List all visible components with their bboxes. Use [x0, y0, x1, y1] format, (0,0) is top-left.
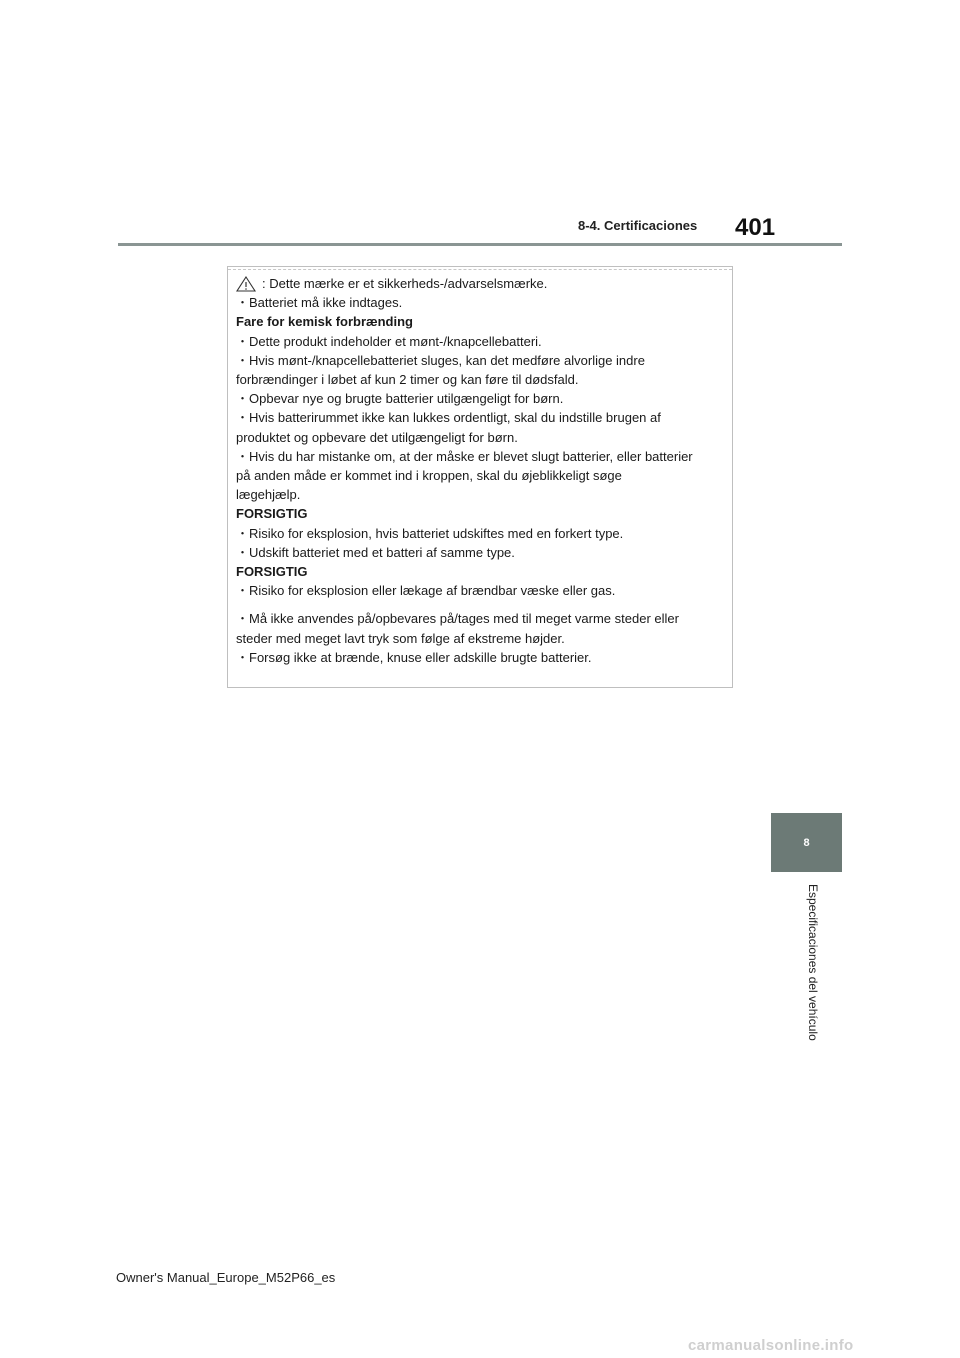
chapter-title: Especificaciones del vehículo [806, 884, 820, 1041]
bullet-line: ・Batteriet må ikke indtages. [236, 295, 403, 311]
caution-heading: FORSIGTIG [236, 564, 308, 580]
bullet-line: ・Dette produkt indeholder et mønt-/knapcellebatteri. [236, 333, 542, 349]
bullet-line: ・Udskift batteriet med et batteri af samme type. [236, 544, 515, 560]
warning-mark-text: : Dette mærke er et sikkerheds-/advarselsmærke. [262, 276, 548, 291]
bullet-line: ・Hvis mønt-/knapcellebatteriet sluges, kan det medføre alvorlige indre [236, 352, 645, 368]
continuation-line: på anden måde er kommet ind i kroppen, skal du øjeblikkeligt søge [236, 468, 622, 484]
bullet-line: ・Må ikke anvendes på/opbevares på/tages med til meget varme steder eller [236, 611, 679, 627]
continuation-line: lægehjælp. [236, 487, 301, 503]
page-number: 401 [735, 214, 776, 241]
bullet-line: ・Risiko for eksplosion eller lækage af brændbar væske eller gas. [236, 583, 616, 599]
bullet-line: ・Hvis du har mistanke om, at der måske er blevet slugt batterier, eller batterier [236, 448, 693, 464]
chapter-tab [771, 813, 842, 872]
warning-text-block [236, 274, 726, 667]
caution-heading: FORSIGTIG [236, 506, 308, 522]
warning-triangle-icon [236, 276, 256, 292]
battery-warning-box [227, 266, 733, 688]
bullet-line: ・Opbevar nye og brugte batterier utilgængeligt for børn. [236, 391, 564, 407]
continuation-line: forbrændinger i løbet af kun 2 timer og kan føre til dødsfald. [236, 372, 579, 388]
continuation-line: steder med meget lavt tryk som følge af ekstreme højder. [236, 630, 565, 646]
bullet-line: ・Forsøg ikke at brænde, knuse eller adskille brugte batterier. [236, 649, 592, 665]
subheading: Fare for kemisk forbrænding [236, 314, 413, 330]
chapter-number: 8 [803, 836, 810, 849]
section-title: 8-4. Certificaciones [578, 218, 698, 233]
continuation-line: produktet og opbevare det utilgængeligt for børn. [236, 429, 518, 445]
watermark: carmanualsonline.info [688, 1337, 854, 1354]
footer-text: Owner's Manual_Europe_M52P66_es [116, 1270, 336, 1285]
bullet-line: ・Risiko for eksplosion, hvis batteriet udskiftes med en forkert type. [236, 525, 624, 541]
warning-mark-line [236, 274, 726, 293]
bullet-line: ・Hvis batterirummet ikke kan lukkes ordentligt, skal du indstille brugen af [236, 410, 661, 426]
header-divider [118, 243, 842, 246]
